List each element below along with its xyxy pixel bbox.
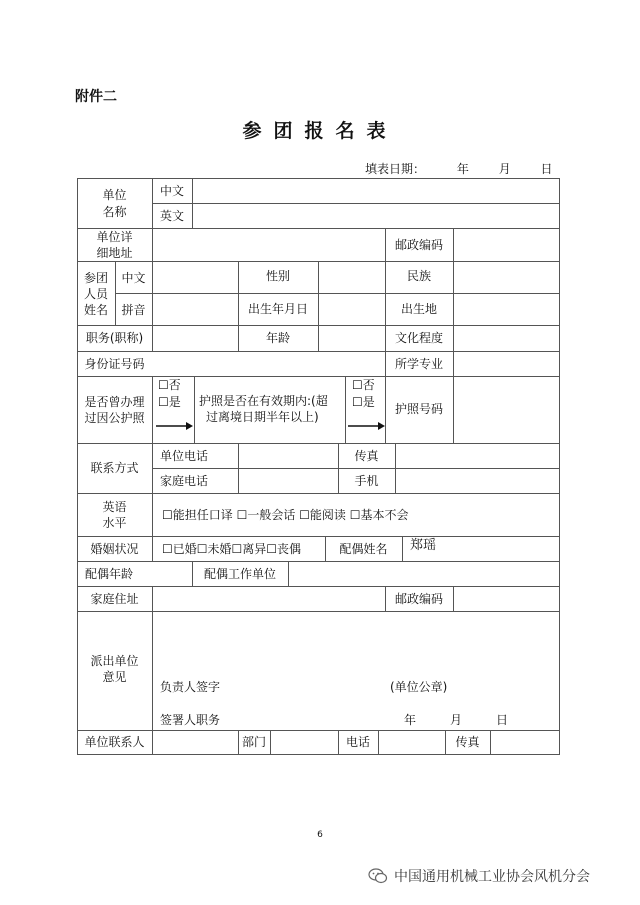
arrow-right-icon [154,421,194,431]
grid-line [77,586,559,587]
education-label: 文化程度 [394,331,443,345]
ethnic-label: 民族 [406,269,431,283]
department-label: 部门 [241,735,266,749]
passport-question-1: 是否曾办理 [84,395,145,409]
grid-line [115,293,559,294]
grid-line [77,178,559,179]
watermark-text: 中国通用机械工业协会风机分会 [394,869,590,885]
grid-line [152,376,153,493]
member-label-2: 人员 [83,287,108,301]
grid-line [152,493,153,536]
passport-valid-question-2: 过离境日期半年以上) [206,410,319,424]
fill-date [365,160,553,177]
fax-label: 传真 [354,449,379,463]
grid-line [453,228,454,376]
marital-label: 婚姻状况 [90,542,139,556]
english-label-2: 水平 [102,516,127,530]
grid-line [270,730,271,754]
unit-address-label-2: 细地址 [96,246,133,260]
name-cn-label: 中文 [121,271,146,285]
arrow-right-icon [346,421,386,431]
dispatch-opinion-label-1: 派出单位 [90,654,139,668]
passport-valid-yes[interactable]: ☐是 [352,395,375,409]
grid-line [395,443,396,493]
sign-day-label: 日 [496,713,509,727]
member-label-1: 参团 [83,271,108,285]
unit-name-label-1: 单位 [102,188,127,202]
work-phone-label: 单位电话 [160,449,209,463]
fill-date-year: 年 [456,162,469,176]
grid-line [152,468,559,469]
position-label: 职务(职称) [85,331,144,345]
phone-label: 电话 [345,735,370,749]
form-title: 参团报名表 [242,120,398,142]
leader-sign-label: 负责人签字 [160,680,221,694]
grid-line [345,376,346,443]
grid-line [288,561,289,586]
annex-label: 附件二 [75,89,117,105]
passport-valid-no[interactable]: ☐否 [352,378,375,392]
unit-contact-label: 单位联系人 [84,735,145,749]
gender-label: 性别 [265,269,290,283]
grid-line [77,443,559,444]
sign-month-label: 月 [450,713,463,727]
wechat-icon [368,867,388,885]
spouse-name-label: 配偶姓名 [339,542,388,556]
grid-line [77,754,559,755]
member-label-3: 姓名 [83,303,108,317]
age-label: 年龄 [265,331,290,345]
grid-line [77,611,559,612]
signer-position-label: 签署人职务 [160,713,221,727]
contact-label: 联系方式 [90,461,139,475]
page-number: 6 [317,830,323,840]
english-label-1: 英语 [102,500,127,514]
unit-name-label-2: 名称 [102,205,127,219]
grid-line [194,376,195,443]
grid-line [152,536,153,561]
grid-line [77,730,559,731]
pinyin-label: 拼音 [121,303,146,317]
fill-date-month: 月 [498,162,511,176]
passport-question-2: 过因公护照 [84,411,145,425]
passport-number-label: 护照号码 [394,402,443,416]
birth-date-label: 出生年月日 [247,302,308,316]
postcode-label-2: 邮政编码 [394,592,443,606]
grid-line [152,203,559,204]
grid-line [378,730,379,754]
grid-line [192,178,193,228]
fill-date-label: 填表日期： [365,162,426,176]
spouse-age-label: 配偶年龄 [85,567,134,581]
passport-issued-yes[interactable]: ☐是 [158,395,181,409]
grid-line [453,376,454,443]
grid-line [453,586,454,611]
unit-name-en-label: 英文 [159,209,184,223]
sign-year-label: 年 [404,713,417,727]
grid-line [490,730,491,754]
home-address-label: 家庭住址 [90,592,139,606]
grid-line [402,536,403,561]
grid-line [318,261,319,351]
home-phone-label: 家庭电话 [160,474,209,488]
grid-line [77,351,559,352]
grid-line [559,178,560,755]
birth-place-label: 出生地 [400,302,437,316]
spouse-name-value: 郑瑶 [410,538,437,553]
grid-line [152,178,153,351]
grid-line [152,586,153,754]
grid-line [77,376,559,377]
mobile-label: 手机 [354,474,379,488]
fill-date-day: 日 [540,162,553,176]
unit-name-cn-label: 中文 [159,184,184,198]
grid-line [77,561,559,562]
id-number-label: 身份证号码 [84,357,145,371]
passport-issued-no[interactable]: ☐否 [158,378,181,392]
english-options[interactable]: ☐能担任口译 ☐一般会话 ☐能阅读 ☐基本不会 [162,508,409,522]
grid-line [77,536,559,537]
dispatch-opinion-label-2: 意见 [102,670,127,684]
marital-options[interactable]: ☐已婚☐未婚☐离异☐丧偶 [162,542,302,556]
unit-seal-label: (单位公章) [390,680,448,694]
unit-address-label-1: 单位详 [96,230,133,244]
fax-label-2: 传真 [455,735,480,749]
postcode-label: 邮政编码 [394,238,443,252]
major-label: 所学专业 [394,357,443,371]
watermark [368,866,590,886]
passport-valid-question-1: 护照是否在有效期内:(超 [199,394,328,408]
spouse-work-label: 配偶工作单位 [203,567,276,581]
grid-line [238,443,239,493]
grid-line [77,493,559,494]
